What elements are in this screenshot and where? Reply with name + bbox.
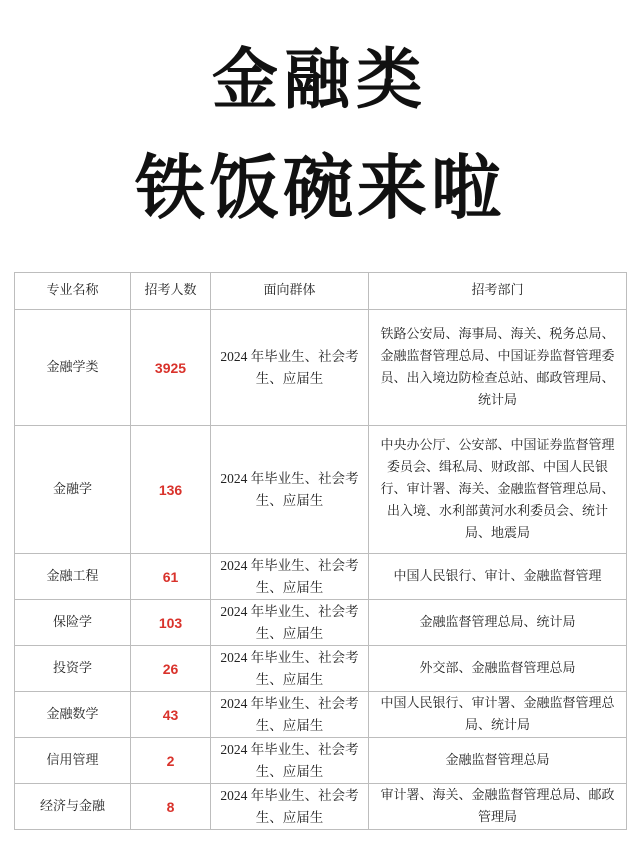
header-dept: 招考部门 bbox=[369, 273, 627, 310]
title-line-1: 金融类 bbox=[212, 41, 428, 118]
departments: 中央办公厅、公安部、中国证券监督管理委员会、缉私局、财政部、中国人民银行、审计署、海关、金融监督管理总局、出入境、水利部黄河水利委员会、统计局、地震局 bbox=[369, 426, 627, 554]
table-row bbox=[15, 600, 627, 646]
major-name: 保险学 bbox=[15, 600, 131, 646]
table-row bbox=[15, 738, 627, 784]
header-count: 招考人数 bbox=[131, 273, 211, 310]
table-row bbox=[15, 692, 627, 738]
target-group: 2024 年毕业生、社会考生、应届生 bbox=[211, 600, 369, 646]
title-line-2: 铁饭碗来啦 bbox=[135, 147, 505, 229]
header-major: 专业名称 bbox=[15, 273, 131, 310]
recruit-count: 103 bbox=[131, 600, 211, 646]
departments: 铁路公安局、海事局、海关、税务总局、金融监督管理总局、中国证券监督管理委员、出入境边防检查总站、邮政管理局、统计局 bbox=[369, 310, 627, 426]
departments: 中国人民银行、审计署、金融监督管理总局、统计局 bbox=[369, 692, 627, 738]
recruit-count: 8 bbox=[131, 784, 211, 830]
major-name: 经济与金融 bbox=[15, 784, 131, 830]
departments: 金融监督管理总局、统计局 bbox=[369, 600, 627, 646]
recruit-count: 136 bbox=[131, 426, 211, 554]
target-group: 2024 年毕业生、社会考生、应届生 bbox=[211, 738, 369, 784]
major-name: 投资学 bbox=[15, 646, 131, 692]
major-name: 金融学类 bbox=[15, 310, 131, 426]
target-group: 2024 年毕业生、社会考生、应届生 bbox=[211, 692, 369, 738]
target-group: 2024 年毕业生、社会考生、应届生 bbox=[211, 554, 369, 600]
major-name: 金融工程 bbox=[15, 554, 131, 600]
departments: 金融监督管理总局 bbox=[369, 738, 627, 784]
major-name: 信用管理 bbox=[15, 738, 131, 784]
major-name: 金融学 bbox=[15, 426, 131, 554]
recruit-count: 26 bbox=[131, 646, 211, 692]
table-row bbox=[15, 426, 627, 554]
departments: 外交部、金融监督管理总局 bbox=[369, 646, 627, 692]
table-row bbox=[15, 554, 627, 600]
target-group: 2024 年毕业生、社会考生、应届生 bbox=[211, 310, 369, 426]
target-group: 2024 年毕业生、社会考生、应届生 bbox=[211, 646, 369, 692]
recruit-count: 43 bbox=[131, 692, 211, 738]
recruit-count: 2 bbox=[131, 738, 211, 784]
header-group: 面向群体 bbox=[211, 273, 369, 310]
major-name: 金融数学 bbox=[15, 692, 131, 738]
table-header-row bbox=[15, 273, 627, 310]
table-row bbox=[15, 784, 627, 830]
target-group: 2024 年毕业生、社会考生、应届生 bbox=[211, 784, 369, 830]
table-row bbox=[15, 646, 627, 692]
table-row bbox=[15, 310, 627, 426]
departments: 审计署、海关、金融监督管理总局、邮政管理局 bbox=[369, 784, 627, 830]
target-group: 2024 年毕业生、社会考生、应届生 bbox=[211, 426, 369, 554]
recruit-count: 61 bbox=[131, 554, 211, 600]
recruit-count: 3925 bbox=[131, 310, 211, 426]
departments: 中国人民银行、审计、金融监督管理 bbox=[369, 554, 627, 600]
recruitment-table bbox=[14, 272, 627, 830]
